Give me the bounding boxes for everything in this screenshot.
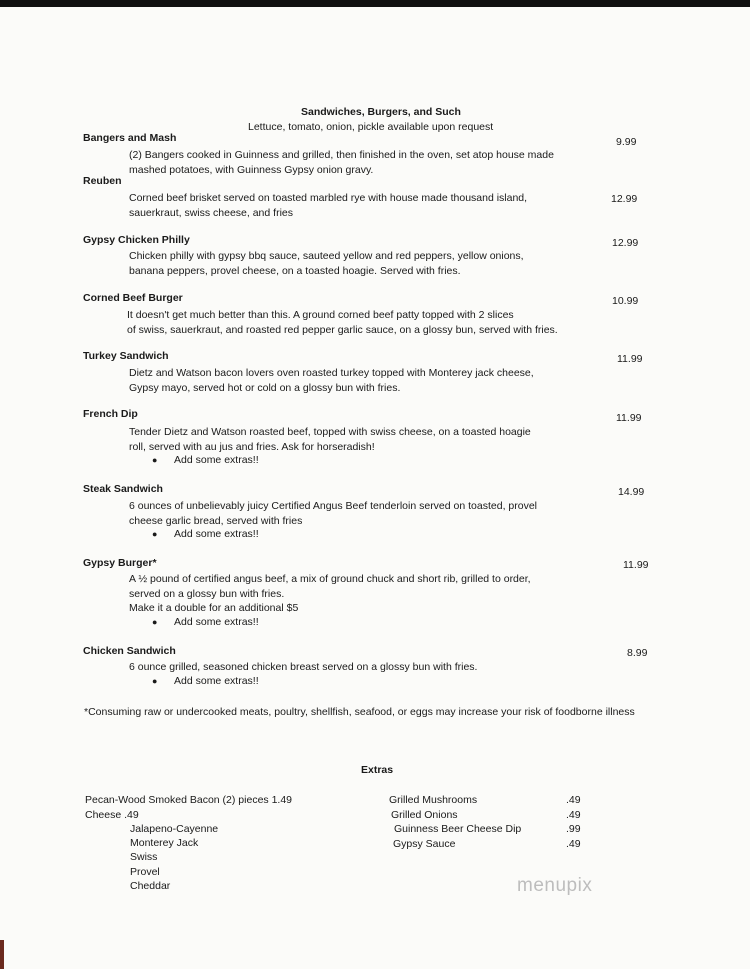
add-extras-note: ● Add some extras!! [152, 454, 259, 466]
item-name: French Dip [83, 408, 138, 420]
item-description: 6 ounces of unbelievably juicy Certified Angus Beef tenderloin served on toasted, provel cheese garlic bread, served with fries [129, 500, 538, 527]
item-description: Tender Dietz and Watson roasted beef, topped with swiss cheese, on a toasted hoagie roll, served with au jus and fries. Ask for horseradish! [129, 426, 531, 453]
cheese-option: Swiss [130, 851, 158, 864]
extra-item: Cheese .49 [85, 808, 139, 821]
item-price: 12.99 [611, 193, 638, 205]
foodborne-disclaimer: *Consuming raw or undercooked meats, poultry, shellfish, seafood, or eggs may increase your risk of foodborne illness [84, 706, 635, 718]
item-name: Gypsy Burger* [83, 557, 157, 569]
item-price: 8.99 [627, 647, 648, 659]
extras-left-column [85, 793, 292, 822]
item-description: (2) Bangers cooked in Guinness and grilled, then finished in the oven, set atop house made mashed potatoes, with Guinness Gypsy onion gravy. [129, 149, 554, 176]
item-price: 10.99 [612, 295, 639, 307]
item-name: Corned Beef Burger [83, 292, 183, 304]
item-price: 14.99 [618, 486, 645, 498]
scan-left-mark [0, 940, 4, 969]
item-name: Steak Sandwich [83, 483, 163, 495]
item-description: A ½ pound of certified angus beef, a mix of ground chuck and short rib, grilled to order, served on a glossy bun with fries. Make it a double for an additional $5 [129, 573, 531, 614]
extra-price: .49 [566, 794, 581, 806]
item-price: 11.99 [616, 412, 642, 424]
item-description: Dietz and Watson bacon lovers oven roasted turkey topped with Monterey jack cheese, Gypsy mayo, served hot or cold on a glossy bun with fries. [129, 367, 534, 394]
extra-item: Grilled Mushrooms [389, 794, 478, 806]
item-price: 9.99 [616, 136, 637, 148]
item-description: Chicken philly with gypsy bbq sauce, sauteed yellow and red peppers, yellow onions, banana peppers, provel cheese, on a toasted hoagie. Served with fries. [129, 250, 524, 277]
extra-price: .49 [566, 808, 581, 821]
item-price: 11.99 [617, 353, 643, 365]
cheese-options [130, 822, 218, 893]
extras-title: Extras [361, 764, 394, 776]
extra-item: Guinness Beer Cheese Dip [394, 823, 522, 835]
cheese-option: Jalapeno-Cayenne [130, 823, 219, 835]
extra-item: Pecan-Wood Smoked Bacon (2) pieces 1.49 [85, 794, 293, 806]
bullet-icon: ● [152, 676, 158, 686]
add-extras-note: ● Add some extras!! [152, 528, 259, 540]
bullet-icon: ● [152, 455, 158, 465]
item-name: Reuben [83, 175, 122, 187]
extras-right-prices [566, 793, 581, 851]
cheese-option: Cheddar [130, 879, 171, 892]
extra-item: Grilled Onions [391, 808, 458, 821]
extra-price: .49 [566, 837, 581, 850]
cheese-option: Provel [130, 865, 160, 878]
section-subtitle: Lettuce, tomato, onion, pickle available upon request [248, 121, 494, 133]
item-description: 6 ounce grilled, seasoned chicken breast served on a glossy bun with fries. [129, 661, 478, 673]
cheese-option: Monterey Jack [130, 837, 199, 850]
item-name: Bangers and Mash [83, 132, 177, 144]
section-title: Sandwiches, Burgers, and Such [301, 106, 461, 118]
item-name: Turkey Sandwich [83, 350, 169, 362]
extra-price: .99 [566, 823, 581, 835]
item-name: Gypsy Chicken Philly [83, 234, 190, 246]
extras-right-names [389, 793, 521, 851]
bullet-icon: ● [152, 617, 158, 627]
add-extras-note: ● Add some extras!! [152, 616, 259, 628]
menupix-watermark: menupix [517, 875, 593, 896]
item-price: 11.99 [623, 559, 649, 571]
item-name: Chicken Sandwich [83, 645, 176, 657]
scan-top-edge [0, 0, 750, 7]
add-extras-note: ● Add some extras!! [152, 675, 259, 687]
item-description: Corned beef brisket served on toasted marbled rye with house made thousand island, sauerkraut, swiss cheese, and fries [129, 192, 528, 219]
extra-item: Gypsy Sauce [393, 837, 456, 850]
bullet-icon: ● [152, 529, 158, 539]
item-price: 12.99 [612, 237, 639, 249]
item-description: It doesn't get much better than this. A ground corned beef patty topped with 2 slices of swiss, sauerkraut, and roasted red pepper garlic sauce, on a glossy bun, served with fries. [127, 309, 558, 336]
